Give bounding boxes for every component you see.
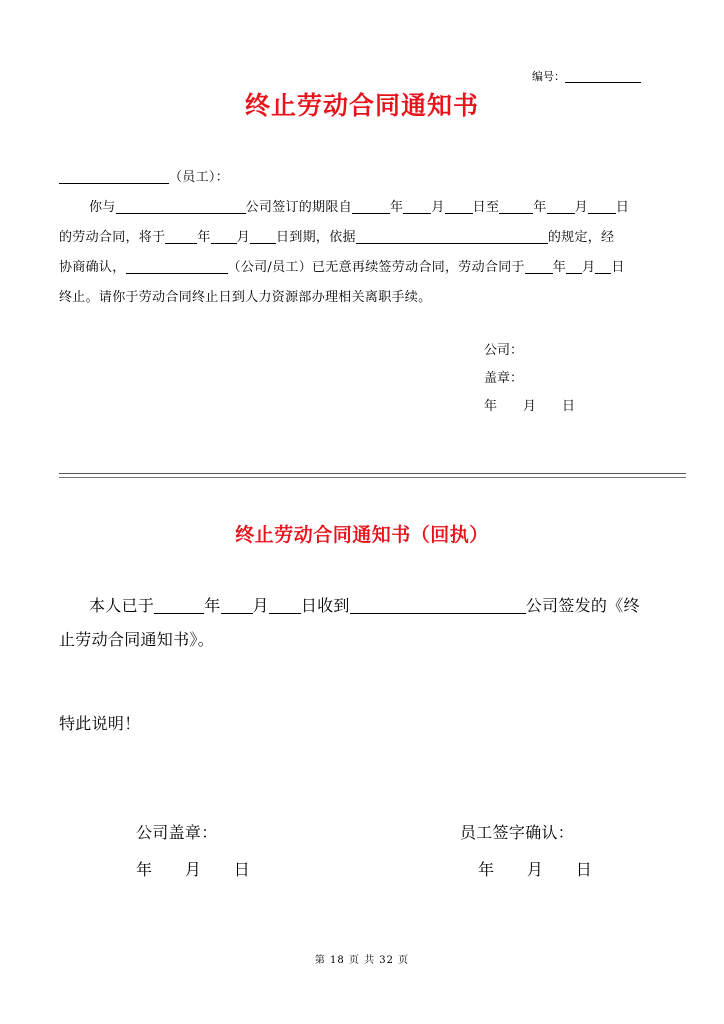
text: 日收到 — [300, 596, 350, 615]
company-seal-label: 公司盖章： — [136, 823, 218, 842]
termination-day-blank[interactable] — [595, 259, 611, 274]
expiry-day-blank[interactable] — [250, 229, 276, 244]
end-year-blank[interactable] — [499, 199, 533, 214]
legal-basis-blank[interactable] — [356, 229, 548, 244]
document-number-label: 编号： — [532, 70, 565, 83]
receipt-year-blank[interactable] — [154, 597, 204, 614]
text: 月 — [431, 200, 445, 215]
text: 月 — [252, 596, 269, 615]
expiry-month-blank[interactable] — [211, 229, 237, 244]
text: 日到期，依据 — [276, 230, 356, 245]
addressee-suffix: （员工）： — [169, 170, 230, 185]
receipt-line-1 — [89, 593, 640, 616]
notice-line-2 — [59, 226, 614, 245]
document-number — [532, 68, 641, 84]
party-blank[interactable] — [126, 259, 228, 274]
start-year-blank[interactable] — [352, 199, 390, 214]
notice-line-4: 终止。请你于劳动合同终止日到人力资源部办理相关离职手续。 — [59, 290, 432, 305]
termination-month-blank[interactable] — [566, 259, 582, 274]
receipt-date-left: 年 月 日 — [136, 860, 251, 879]
termination-year-blank[interactable] — [525, 259, 553, 274]
start-day-blank[interactable] — [445, 199, 473, 214]
receipt-month-blank[interactable] — [221, 597, 253, 614]
receipt-date-right: 年 月 日 — [478, 860, 593, 879]
text: 月 — [236, 230, 251, 245]
text: 日 — [611, 260, 625, 275]
text: 公司签发的《终 — [525, 596, 640, 615]
notice-line-3 — [59, 256, 625, 275]
text: 年 — [552, 260, 567, 275]
seal-label: 盖章： — [484, 371, 524, 386]
text: 的规定，经 — [547, 230, 615, 245]
company-label: 公司： — [484, 343, 524, 358]
start-month-blank[interactable] — [403, 199, 431, 214]
end-month-blank[interactable] — [547, 199, 575, 214]
text: 公司签订的期限自 — [245, 200, 353, 215]
text: 本人已于 — [89, 596, 155, 615]
end-day-blank[interactable] — [588, 199, 616, 214]
text: 年 — [390, 200, 404, 215]
text: 年 — [197, 230, 211, 245]
receipt-line-2: 止劳动合同通知书》。 — [59, 630, 215, 649]
receipt-day-blank[interactable] — [269, 597, 301, 614]
text: 协商确认， — [59, 260, 126, 275]
text: （公司/员工）已无意再续签劳动合同，劳动合同于 — [227, 260, 525, 275]
divider-line — [59, 473, 686, 474]
text: 年 — [533, 200, 547, 215]
text: 你与 — [89, 200, 116, 215]
notice-title: 终止劳动合同通知书 — [244, 91, 479, 120]
text: 年 — [204, 596, 221, 615]
employee-sign-label: 员工签字确认： — [460, 823, 575, 842]
text: 日至 — [472, 200, 500, 215]
text: 月 — [574, 200, 588, 215]
notice-date: 年 月 日 — [484, 399, 576, 414]
addressee-line — [59, 166, 229, 185]
page-number: 第 18 页 共 32 页 — [314, 955, 410, 966]
receipt-company-blank[interactable] — [350, 597, 526, 614]
expiry-year-blank[interactable] — [165, 229, 197, 244]
company-name-blank[interactable] — [116, 199, 246, 214]
document-number-blank[interactable] — [565, 71, 641, 83]
receipt-title: 终止劳动合同通知书（回执） — [235, 524, 489, 546]
receipt-statement: 特此说明！ — [59, 714, 141, 733]
text: 的劳动合同，将于 — [59, 230, 166, 245]
notice-line-1 — [89, 196, 629, 215]
employee-name-blank[interactable] — [59, 169, 169, 184]
text: 日 — [615, 200, 630, 215]
text: 月 — [582, 260, 596, 275]
divider-line-secondary — [59, 477, 686, 478]
